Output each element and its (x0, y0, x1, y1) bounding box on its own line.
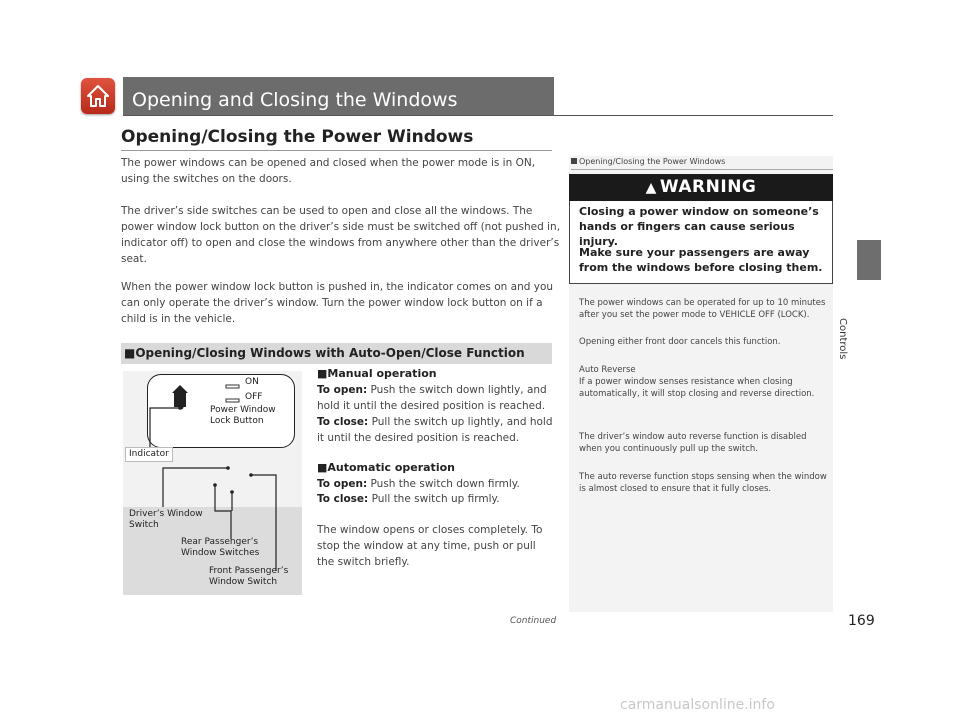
note-heading (571, 157, 725, 166)
rear-switch-label: Rear Passenger’s Window Switches (181, 537, 260, 558)
manual-heading: ■Manual operation (317, 367, 437, 380)
home-button[interactable] (81, 78, 115, 114)
subsection-title: ■Opening/Closing Windows with Auto-Open/Close Function (121, 343, 552, 364)
continued-label: Continued (510, 616, 557, 626)
manual-open-label: To open: (317, 384, 368, 396)
page-number: 169 (848, 613, 875, 629)
warning-header (569, 174, 833, 201)
section-divider (121, 150, 552, 151)
driver-switch-label: Driver’s Window Switch (129, 509, 203, 530)
automatic-open-text: Push the switch down firmly. (370, 478, 520, 490)
automatic-close (317, 491, 557, 507)
manual-close (317, 414, 557, 446)
chapter-tab-label: Controls (837, 318, 848, 360)
automatic-heading: ■Automatic operation (317, 461, 455, 474)
auto-reverse-text: If a power window senses resistance when closing automatically, it will stop closing and reverse direction. (579, 377, 815, 399)
automatic-close-label: To close: (317, 493, 369, 505)
manual-open-text: Push the switch down lightly, and hold it until the desired position is reached. (317, 384, 547, 412)
auto-reverse-heading: Auto Reverse (579, 365, 636, 375)
indicator-label: Indicator (125, 447, 173, 462)
watermark: carmanualsonline.info (620, 697, 775, 713)
warning-line-1: Closing a power window on someone’s hands or fingers can cause serious injury. (579, 205, 819, 248)
front-switch-label: Front Passenger’s Window Switch (209, 566, 289, 587)
title-divider (123, 115, 833, 116)
warning-line-2: Make sure your passengers are away from the windows before closing them. (579, 246, 823, 274)
section-title: Opening/Closing the Power Windows (121, 127, 474, 147)
warning-title: WARNING (659, 177, 757, 197)
automatic-open (317, 476, 557, 492)
note-text-3: The driver’s window auto reverse function is disabled when you continuously pull up the switch. (579, 432, 807, 454)
off-label: OFF (245, 392, 263, 402)
lock-button-shape (172, 385, 188, 407)
note-text-2: Opening either front door cancels this function. (579, 337, 781, 347)
note-text-1: The power windows can be operated for up to 10 minutes after you set the power mode to VEHICLE OFF (LOCK). (579, 298, 826, 320)
on-label: ON (245, 377, 259, 387)
chapter-title: Opening and Closing the Windows (123, 77, 554, 115)
automatic-close-text: Pull the switch up firmly. (371, 493, 500, 505)
home-icon (87, 84, 109, 108)
manual-close-text: Pull the switch up lightly, and hold it until the desired position is reached. (317, 416, 553, 444)
lock-button-label: Power Window Lock Button (210, 405, 276, 426)
lock-button-paragraph: When the power window lock button is pushed in, the indicator comes on and you can only operate the driver’s window. Turn the power window lock button on if a child is in the vehicle. (121, 281, 554, 325)
chapter-tab[interactable] (857, 240, 881, 280)
note-marker-icon (571, 158, 577, 164)
note-heading-divider (571, 169, 833, 170)
driver-switch-paragraph: The driver’s side switches can be used to open and close all the windows. The power window lock button on the driver’s side must be switched off (not pushed in, indicator off) to open and close the windows from anywhere other than the driver’s seat. (121, 205, 561, 265)
automatic-note: The window opens or closes completely. To stop the window at any time, push or pull the switch briefly. (317, 524, 543, 568)
manual-close-label: To close: (317, 416, 369, 428)
manual-open (317, 382, 557, 414)
note-text-4: The auto reverse function stops sensing when the window is almost closed to ensure that it fully closes. (579, 472, 827, 494)
intro-paragraph: The power windows can be opened and closed when the power mode is in ON, using the switches on the doors. (121, 157, 536, 185)
automatic-open-label: To open: (317, 478, 368, 490)
warning-triangle-icon: ▲ (645, 180, 657, 196)
note-heading-text: Opening/Closing the Power Windows (579, 157, 726, 166)
